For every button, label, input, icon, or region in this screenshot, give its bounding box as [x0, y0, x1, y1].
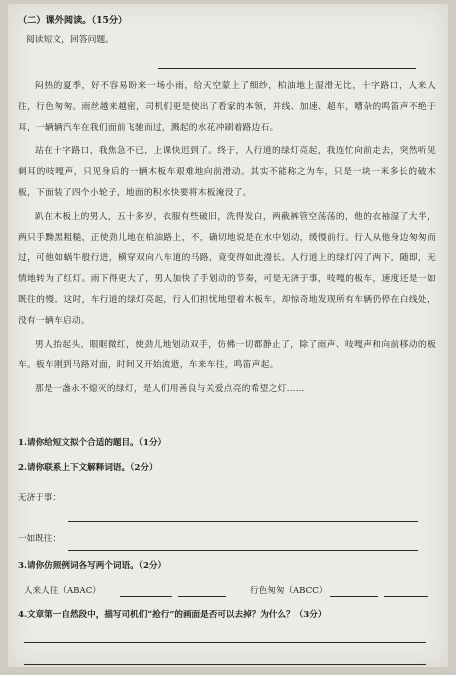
exam-page	[8, 4, 448, 667]
question-2: 2.请你联系上下文解释词语。（2分）	[18, 463, 158, 473]
question-1: 1.请你给短文拟个合适的题目。（1分）	[18, 438, 167, 448]
question-3: 3.请你仿照例词各写两个词语。（2分）	[18, 561, 167, 571]
q4-answer-line-2[interactable]	[24, 664, 426, 665]
q3-answer-2b[interactable]	[384, 596, 428, 597]
passage	[18, 76, 436, 400]
q3-example-1: 人来人往（ABAC）	[24, 586, 101, 596]
section-instruction: 阅读短文，回答问题。	[26, 35, 114, 45]
q2-term-2: 一如既往：	[18, 534, 61, 544]
paragraph-3: 趴在木板上的男人，五十多岁，衣服有些破旧，洗得发白，两截裤管空荡荡的，他的衣袖湿了大半，两只手黝黑粗糙，正使劲儿地在柏油路上，不，确切地说是在水中划动，缓慢前行。行人从他身边匆匆而过，可他如蜗牛般行进，横穿双向八车道的马路，竟变得如此漫长。人行道上的绿灯闪了两下，随即，无情地转为了红灯。雨下得更大了，男人加快了手划动的节奏，可是无济于事，吱嘎的板车，速度还是一如既往的慢。这时，车行道的绿灯亮起，行人们担忧地望着木板车，却惊奇地发现所有车辆仍停在白线处，没有一辆车启动。	[18, 211, 436, 326]
q2-answer-line-1[interactable]	[68, 521, 418, 522]
q3-answer-2a[interactable]	[330, 596, 378, 597]
q2-answer-line-2[interactable]	[68, 550, 418, 551]
q3-answer-1b[interactable]	[178, 596, 226, 597]
paragraph-4: 男人抬起头，眼眶微红，使劲儿地划动双手，仿佛一切都静止了，除了雨声、吱嘎声和向前移动的板车。板车刚到马路对面，时间又开始流逝，车来车往，鸣笛声起。	[18, 339, 436, 371]
paragraph-5: 那是一盏永不熄灭的绿灯，是人们用善良与关爱点亮的希望之灯……	[35, 384, 305, 395]
section-heading: （二）课外阅读。（15分）	[18, 15, 128, 26]
q3-answer-1a[interactable]	[120, 596, 172, 597]
paragraph-1: 闷热的夏季，好不容易盼来一场小雨，给天空蒙上了细纱，柏油地上湿滑无比，十字路口，人来人往，行色匆匆。雨丝越来越密，司机们更是使出了看家的本领，并线、加速、超车，嘈杂的鸣笛声不绝于耳，一辆辆汽车在我们面前飞驰而过，溅起的水花冲刷着路边石。	[18, 81, 436, 133]
q2-term-1: 无济于事：	[18, 493, 61, 503]
paragraph-2: 站在十字路口，我焦急不已，上课快迟到了。终于，人行道的绿灯亮起，我连忙向前走去，突然听见刺耳的吱嘎声，只见身后的一辆木板车艰难地向前滑动。其实不能称之为车，只是一块一米多长的破木板，下面装了四个小轮子，地面的积水快要将木板淹没了。	[18, 146, 436, 198]
question-4: 4.文章第一自然段中，描写司机们“抢行”的画面是否可以去掉？为什么？（3分）	[18, 610, 327, 620]
title-answer-line	[158, 68, 416, 69]
q3-example-2: 行色匆匆（ABCC）	[250, 586, 328, 596]
q4-answer-line-1[interactable]	[24, 642, 426, 643]
